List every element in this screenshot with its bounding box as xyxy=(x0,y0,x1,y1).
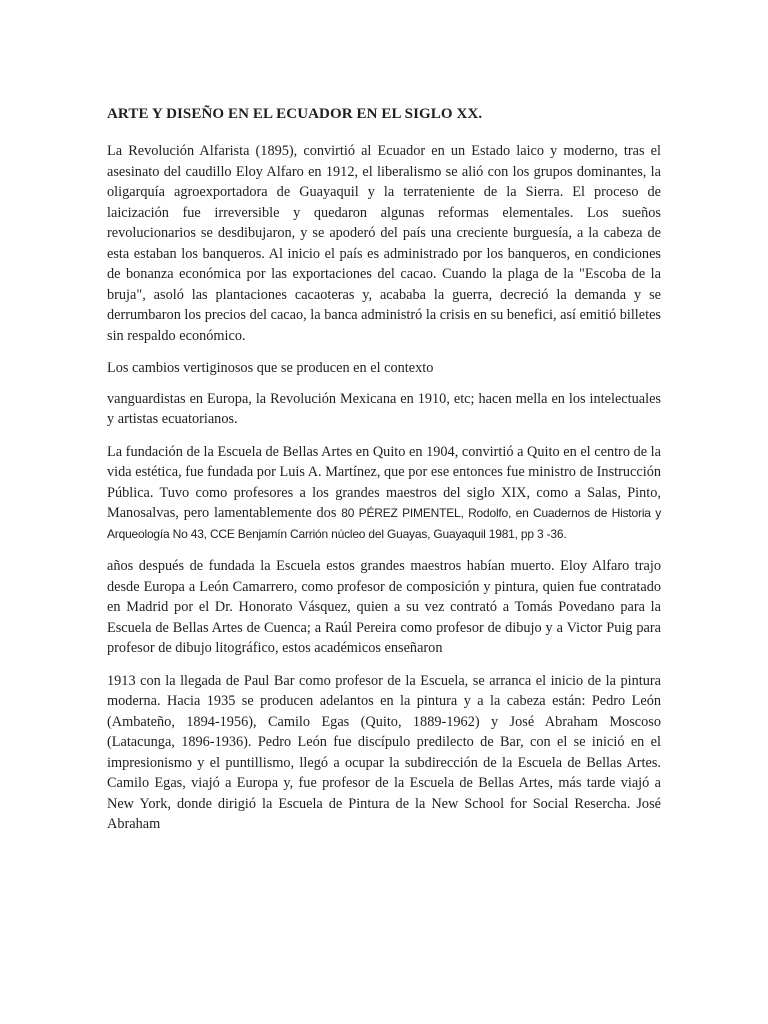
paragraph-vanguardistas: vanguardistas en Europa, la Revolución Mexicana en 1910, etc; hacen mella en los intelectuales y artistas ecuatorianos. xyxy=(107,390,661,427)
paragraph-cambios-vertiginosos: Los cambios vertiginosos que se producen en el contexto xyxy=(107,360,434,376)
document-title: ARTE Y DISEÑO EN EL ECUADOR EN EL SIGLO XX. xyxy=(107,106,483,122)
paragraph-revolucion-alfarista: La Revolución Alfarista (1895), convirtió al Ecuador en un Estado laico y moderno, tras el asesinato del caudillo Eloy Alfaro en 1912, el liberalismo se alió con los grupos dominantes, la oligarquía agroexportadora de Guayaquil y la terrateniente de la Sierra. El proceso de laicización fue irreversible y quedaron algunas reformas elementales. Los sueños revolucionarios se desdibujaron, y se apoderó del país una creciente burguesía, a la cabeza de esta estaban los banqueros. Al inicio el país es administrado por los banqueros, en condiciones de bonanza económica por las exportaciones del cacao. Cuando la plaga de la "Escoba de la bruja", asoló las plantaciones cacaoteras y, acababa la guerra, decreció la demanda y se derrumbaron los precios del cacao, la banca administró la crisis en su benefici, así emitió billetes sin respaldo económico. xyxy=(107,143,661,344)
document-body xyxy=(107,106,661,847)
paragraph-fundacion-escuela xyxy=(107,442,661,545)
paragraph-paul-bar: 1913 con la llegada de Paul Bar como profesor de la Escuela, se arranca el inicio de la pintura moderna. Hacia 1935 se producen adelantos en la pintura y a la cabeza están: Pedro León (Ambateño, 1894-1956), Camilo Egas (Quito, 1889-1962) y José Abraham Moscoso (Latacunga, 1896-1936). Pedro León fue discípulo predilecto de Bar, con el se inició en el impresionismo y el puntillismo, llegó a ocupar la subdirección de la Escuela de Bellas Artes. Camilo Egas, viajó a Europa y, fue profesor de la Escuela de Bellas Artes, más tarde viajó a New York, donde dirigió la Escuela de Pintura de la New School for Social Resercha. José Abraham xyxy=(107,672,661,832)
paragraph-anos-despues: años después de fundada la Escuela estos grandes maestros habían muerto. Eloy Alfaro trajo desde Europa a León Camarrero, como profesor de composición y pintura, quien fue contratado en Madrid por el Dr. Honorato Vásquez, quien a su vez contrató a Tomás Povedano para la Escuela de Bellas Artes de Cuenca; a Raúl Pereira como profesor de dibujo y a Victor Puig para profesor de dibujo litográfico, estos académicos enseñaron xyxy=(107,558,661,656)
footnote-text: 80 PÉREZ PIMENTEL, Rodolfo, en Cuadernos de Historia y Arqueología No 43, CCE Benjamín Carrión núcleo del Guayas, Guayaquil 1981, pp 3 -36. xyxy=(107,506,661,541)
paragraph-fundacion-text: La fundación de la Escuela de Bellas Artes en Quito en 1904, convirtió a Quito en el centro de la vida estética, fue fundada por Luis A. Martínez, que por ese entonces fue ministro de Instrucción Pública. Tuvo como profesores a los grandes maestros del siglo XIX, como a Salas, Pinto, Manosalvas, pero lamentablemente dos xyxy=(107,443,661,521)
